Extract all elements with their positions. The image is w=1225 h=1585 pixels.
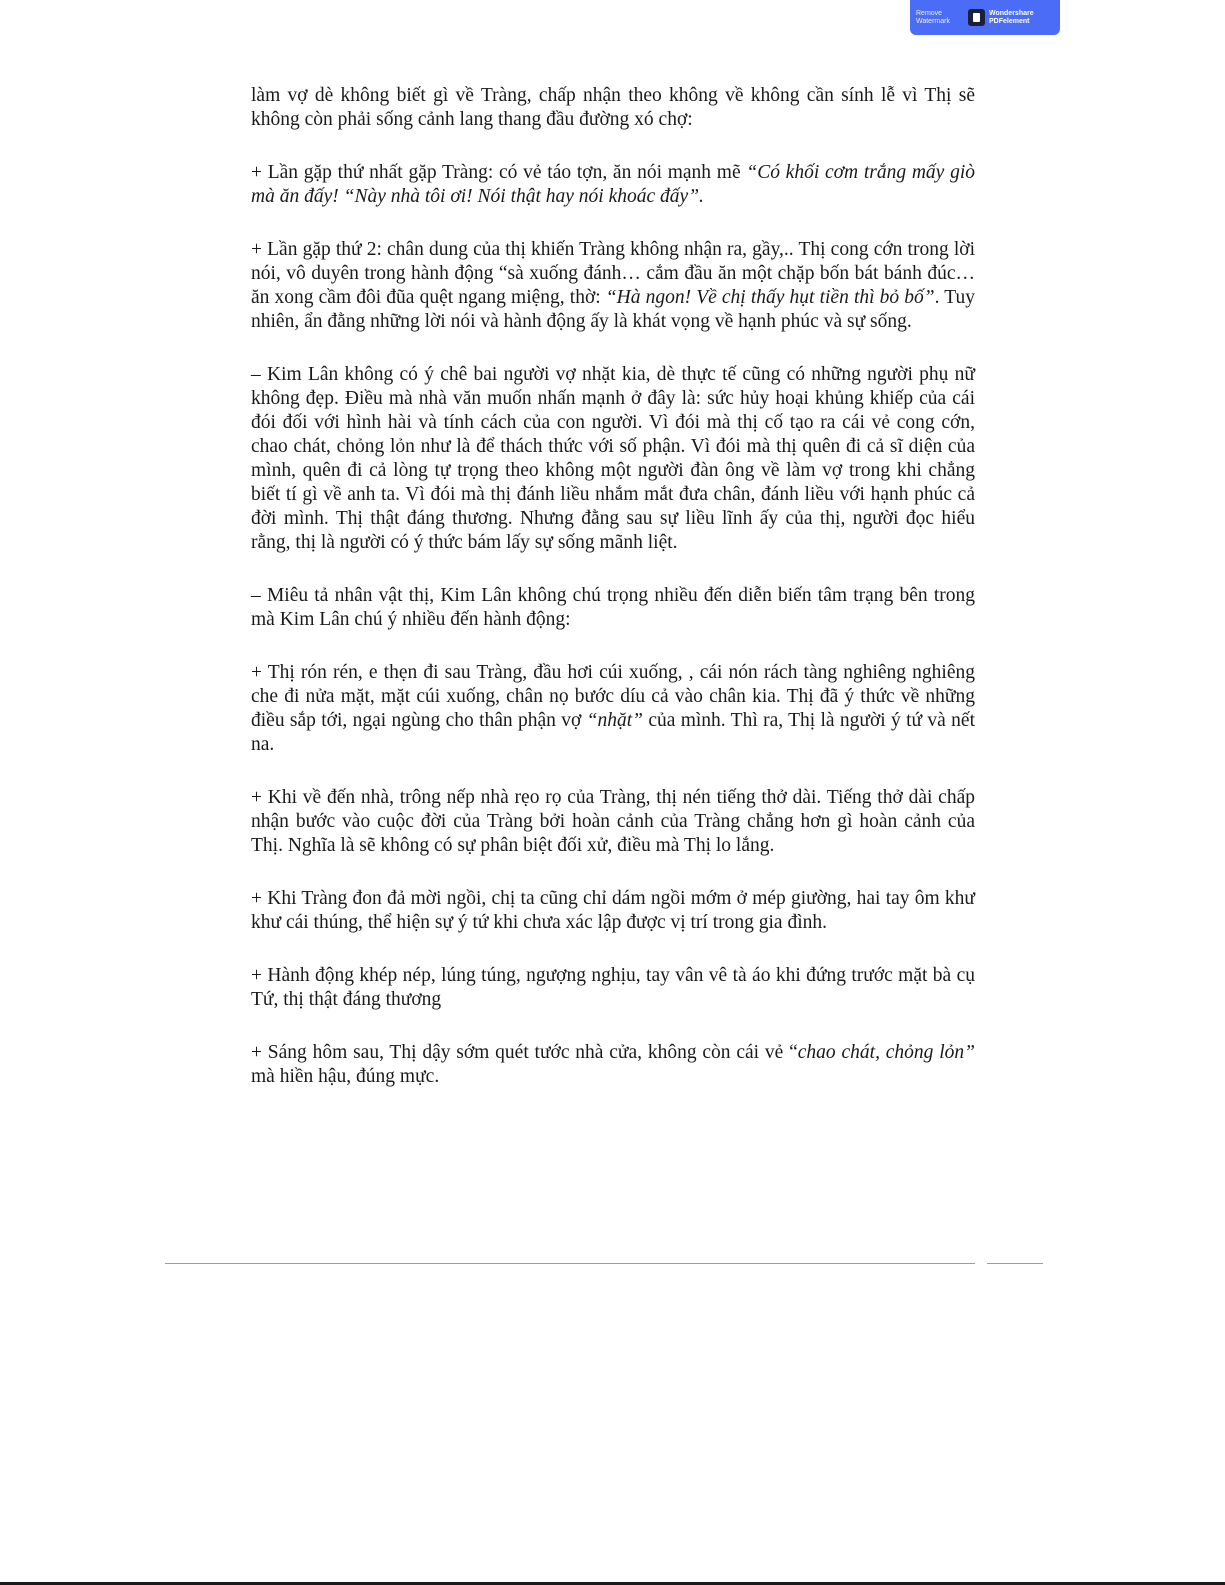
remove-label: Remove [916,9,943,17]
text-run: mà hiền hậu, đúng mực. [251,1066,440,1087]
paragraph [251,1041,975,1089]
paragraph [251,84,975,132]
text-run: – Miêu tả nhân vật thị, Kim Lân không chú trọng nhiều đến diễn biến tâm trạng bên trong mà Kim Lân chú ý nhiều đến hành động: [251,585,975,630]
text-run: – Kim Lân không có ý chê bai người vợ nhặt kia, dè thực tế cũng có những người phụ nữ không đẹp. Điều mà nhà văn muốn nhấn mạnh ở đây là: sức hủy hoại khủng khiếp của cái đói đối với hình hài và tính cách của con người. Vì đói mà thị cố tạo ra cái vẻ cong cớn, chao chát, chỏng lỏn như là để thách thức với số phận. Vì đói mà thị quên đi cả sĩ diện của mình, quên đi cả lòng tự trọng theo không một người đàn ông về làm vợ trong khi chẳng biết tí gì về anh ta. Vì đói mà thị đánh liều nhắm mắt đưa chân, đánh liều với hạnh phúc cả đời mình. Thị thật đáng thương. Nhưng đằng sau sự liều lĩnh ấy của thị, người đọc hiểu rằng, thị là người có ý thức bám lấy sự sống mãnh liệt. [251,364,975,553]
paragraph [251,964,975,1012]
text-run: + Khi Tràng đon đả mời ngồi, chị ta cũng chỉ dám ngồi mớm ở mép giường, hai tay ôm khư khư cái thúng, thể hiện sự ý tứ khi chưa xác lập được vị trí trong gia đình. [251,888,975,933]
paragraph [251,786,975,858]
brand-line-1: Wondershare [989,9,1034,17]
watermark-label: Watermark [916,17,950,25]
paragraph [251,661,975,757]
italic-quote: “Có khối cơm trắng mấy giò mà ăn đấy! “Này nhà tôi ơi! Nói thật hay nói khoác đấy”. [251,162,975,207]
text-run: + Khi về đến nhà, trông nếp nhà rẹo rọ của Tràng, thị nén tiếng thở dài. Tiếng thở dài chấp nhận bước vào cuộc đời của Tràng bởi hoàn cảnh của Tràng chẳng hơn gì hoàn cảnh của Thị. Nghĩa là sẽ không có sự phân biệt đối xử, điều mà Thị lo lắng. [251,787,975,856]
document-body [251,84,975,1118]
brand-line-2: PDFelement [989,17,1030,25]
paragraph [251,363,975,555]
text-run: + Hành động khép nép, lúng túng, ngượng nghịu, tay vân vê tà áo khi đứng trước mặt bà cụ Tứ, thị thật đáng thương [251,965,975,1010]
pdfelement-logo-icon [968,9,985,26]
paragraph [251,584,975,632]
text-run: . Tuy nhiên, ẩn đằng những lời nói và hành động ấy là khát vọng về hạnh phúc và sự sống. [251,287,975,332]
text-run: + Thị rón rén, e thẹn đi sau Tràng, đầu hơi cúi xuống, , cái nón rách tàng nghiêng nghiêng che đi nửa mặt, mặt cúi xuống, chân nọ bước díu cả vào chân kia. Thị đã ý thức về những điều sắp tới, ngại ngùng cho thân phận vợ [251,662,975,731]
footer-divider [165,1263,975,1264]
text-run: làm vợ dè không biết gì về Tràng, chấp nhận theo không về không cần sính lễ vì Thị sẽ không còn phải sống cảnh lang thang đầu đường xó chợ: [251,85,975,130]
italic-quote: chao chát, chỏng lỏn” [797,1042,975,1063]
paragraph [251,887,975,935]
paragraph [251,238,975,334]
italic-quote: “nhặt” [586,710,643,731]
remove-watermark-link[interactable] [916,10,962,26]
paragraph [251,161,975,209]
italic-quote: “Hà ngon! Về chị thấy hụt tiền thì bỏ bố” [605,287,935,308]
text-run: + Sáng hôm sau, Thị dậy sớm quét tước nhà cửa, không còn cái vẻ “ [251,1042,798,1063]
text-run: của mình. Thì ra, Thị là người ý tứ và nết na. [251,710,975,755]
brand-name [989,10,1034,26]
pdfelement-brand[interactable] [968,9,1034,26]
footer-divider-mark [987,1263,1043,1264]
text-run: + Lần gặp thứ nhất gặp Tràng: có vẻ táo tợn, ăn nói mạnh mẽ [251,162,747,183]
remove-watermark-banner[interactable] [910,0,1060,35]
text-run: + Lần gặp thứ 2: chân dung của thị khiến Tràng không nhận ra, gầy,.. Thị cong cớn trong lời nói, vô duyên trong hành động “sà xuống đánh… cắm đầu ăn một chặp bốn bát bánh đúc… ăn xong cầm đôi đũa quệt ngang miệng, thờ: [251,239,975,308]
